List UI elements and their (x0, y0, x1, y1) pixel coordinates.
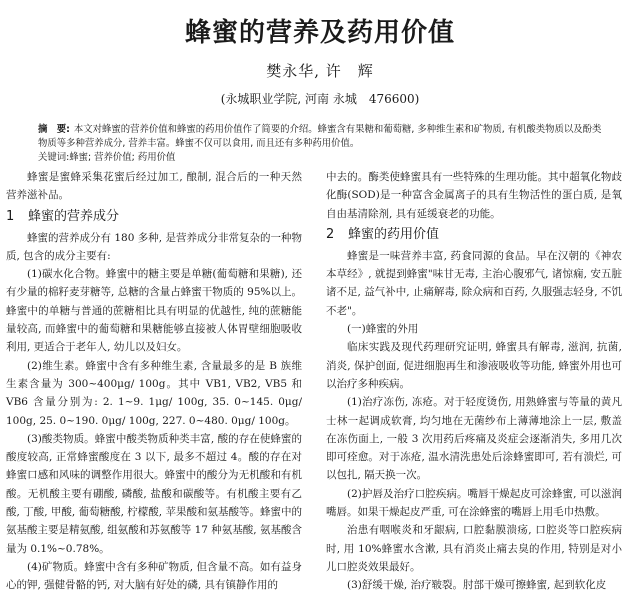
paragraph: 蜂蜜是一味营养丰富, 药食同源的食品。早在汉朝的《神农本草经》, 就提到蜂蜜"味甘无毒, 主治心腹邪气, 诸惊痫, 安五脏诸不足, 益气补中, 止痛解毒, 除众病和百药, 久服强志轻身, 不饥不老"。 (326, 249, 622, 317)
abstract (38, 123, 604, 151)
abstract-text: 本文对蜂蜜的营养价值和蜂蜜的药用价值作了简要的介绍。蜂蜜含有果糖和葡萄糖, 多种维生素和矿物质, 有机酸类物质以及酚类物质等多种营养成分, 营养丰富。蜂蜜不仅可以食用, 而且还有多种药用价值。 (38, 124, 602, 149)
section-1-number: 1 (6, 208, 15, 224)
keywords (38, 151, 604, 165)
left-column (6, 168, 302, 595)
paragraph: (1)治疗冻伤, 冻疮。对于轻度烫伤, 用熟蜂蜜与等量的黄凡士林一起调成软膏, 均匀地在无菌纱布上薄薄地涂上一层, 敷盖在冻伤面上, 一般 3 次用药后疼痛及炎症会逐渐消失, 多用几次即可痊愈。对于冻疮, 温水清洗患处后涂蜂蜜即可, 若有溃烂, 可以包扎, 隔天换一次。 (326, 396, 622, 482)
continued-paragraph: 中去的。酶类使蜂蜜具有一些特殊的生理功能。其中超氧化物歧化酶(SOD)是一种富含金属离子的具有生物活性的蛋白质, 是氧自由基清除剂, 具有延缓衰老的功能。 (326, 171, 622, 220)
abstract-block (38, 123, 604, 165)
affiliation: (永城职业学院, 河南 永城 476600) (220, 92, 420, 106)
keywords-text: 蜂蜜; 营养价值; 药用价值 (69, 152, 176, 163)
paragraph: (1)碳水化合物。蜂蜜中的糖主要是单糖(葡萄糖和果糖), 还有少量的棉籽麦芽糖等, 总糖的含量占蜂蜜干物质的 95%以上。蜂蜜中的单糖与普通的蔗糖相比具有明显的优越性, 纯的蔗糖能量较高, 而蜂蜜中的葡萄糖和果糖能够直接被人体胃壁细胞吸收利用, 更适合于老年人, 幼儿以及妇女。 (6, 268, 302, 354)
right-column (326, 168, 622, 595)
intro-paragraph: 蜂蜜是蜜蜂采集花蜜后经过加工, 酿制, 混合后的一种天然营养滋补品。 (6, 171, 302, 202)
paragraph: 蜂蜜的营养成分有 180 多种, 是营养成分非常复杂的一种物质, 包含的成分主要有: (6, 231, 302, 262)
paper-title: 蜂蜜的营养及药用价值 (184, 18, 455, 48)
section-2-title: 蜂蜜的药用价值 (348, 226, 440, 242)
section-1-title: 蜂蜜的营养成分 (28, 208, 120, 224)
paragraph: (3)舒缓干燥, 治疗皲裂。肘部干燥可擦蜂蜜, 起到软化皮 (347, 579, 607, 592)
authors: 樊永华, 许 辉 (266, 62, 374, 80)
subsection-heading: (一)蜂蜜的外用 (347, 323, 419, 336)
keywords-label: 关键词: (38, 152, 70, 163)
paragraph: (2)维生素。蜂蜜中含有多种维生素, 含量最多的是 B 族维生素含量为 300~400μg/ 100g。其中 VB1, VB2, VB5 和 VB6 含量分别为: 2. 1~9. 1μg/ 100g, 35. 0~145. 0μg/ 100g, 25. 0~190. 0μg/ 100g, 227. 0~480. 0μg/ 100g。 (6, 359, 302, 427)
abstract-label: 摘 要: (38, 124, 70, 135)
section-2-heading (326, 226, 622, 244)
paragraph: 治患有咽喉炎和牙龈病, 口腔黏膜溃疡, 口腔炎等口腔疾病时, 用 10%蜂蜜水含漱, 具有消炎止痛去臭的作用, 特别是对小儿口腔炎效果最好。 (326, 524, 622, 573)
paragraph: (3)酸类物质。蜂蜜中酸类物质种类丰富, 酸的存在使蜂蜜的酸度较高, 正常蜂蜜酸度在 3 以下, 最多不超过 4。酸的存在对蜂蜜口感和风味的调整作用很大。蜂蜜中的酸分为无机酸和有机酸。无机酸主要有硼酸, 磷酸, 盐酸和碳酸等。有机酸主要有乙酸, 丁酸, 甲酸, 葡萄糖酸, 柠檬酸, 苹果酸和氨基酸等。蜂蜜中的氨基酸主要是精氨酸, 组氨酸和苏氨酸等 17 种氨基酸, 氨基酸含量为 0.1%~0.78%。 (6, 432, 302, 555)
paragraph: 临床实践及现代药理研究证明, 蜂蜜具有解毒, 滋润, 抗菌, 消炎, 保护创面, 促进细胞再生和渗液吸收等功能, 蜂蜜外用也可以治疗多种疾病。 (326, 341, 622, 390)
section-1-heading (6, 208, 302, 226)
paragraph: (4)矿物质。蜂蜜中含有多种矿物质, 但含量不高。如有益身心的钾, 强健骨骼的钙, 对大脑有好处的磷, 具有镇静作用的 (6, 560, 302, 592)
paragraph: (2)护唇及治疗口腔疾病。嘴唇干燥起皮可涂蜂蜜, 可以滋润嘴唇。如果干燥起皮严重, 可在涂蜂蜜的嘴唇上用毛巾热敷。 (326, 487, 622, 519)
section-2-number: 2 (326, 226, 335, 242)
